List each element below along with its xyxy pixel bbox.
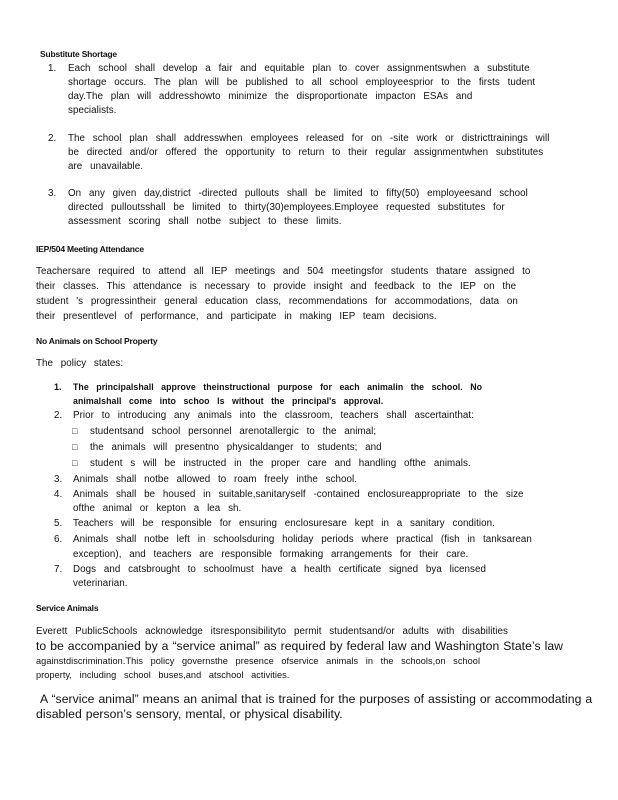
bullet-item: the animals will presentno physicaldanger to students; and [90, 442, 382, 453]
list-number: 2. [54, 410, 63, 421]
list-item-line: On any given day,district -directed pullouts shall be limited to fifty(50) employeesand school [68, 188, 528, 199]
list-item-line: shortage occurs. The plan will be published to all school employeesprior to the firsts tudent [68, 77, 536, 88]
list-item-line: Animals shall notbe left in schoolsduring holiday periods where practical (fish in tanksarean [73, 534, 532, 545]
paragraph-line: property, including school buses,and atschool activities. [36, 670, 290, 680]
list-number: 5. [54, 518, 63, 529]
list-item-line: Animals shall be housed in suitable,sanitaryself -contained enclosureappropriate to the size [73, 489, 524, 500]
bullet-item: studentsand school personnel arenotallergic to the animal; [90, 426, 377, 437]
list-item-line: ofthe animal or kepton a lea sh. [73, 503, 242, 514]
service-animal-definition: disabled person’s sensory, mental, or physical disability. [36, 707, 343, 721]
list-item-line: assessment scoring shall notbe subject to these limits. [68, 216, 342, 227]
bullet-item: student s will be instructed in the proper care and handling ofthe animals. [90, 458, 471, 469]
paragraph-line: their presentlevel of performance, and participate in making IEP team decisions. [36, 311, 437, 322]
list-number: 3. [54, 474, 63, 485]
list-item-line: The school plan shall addresswhen employees released for on -site work or districttrainings will [68, 133, 550, 144]
policy-intro: The policy states: [36, 358, 124, 369]
service-animal-definition: A “service animal” means an animal that is trained for the purposes of assisting or accommodating a [40, 692, 593, 706]
list-item-line: veterinarian. [73, 578, 128, 589]
paragraph-line: their classes. This attendance is necessary to provide insight and feedback to the IEP on the [36, 281, 517, 292]
checkbox-bullet-icon: □ [72, 426, 78, 436]
service-animals-heading: Service Animals [36, 603, 99, 613]
paragraph-line: Everett PublicSchools acknowledge itsresponsibilityto permit studentsand/or adults with disabilities [36, 626, 508, 637]
iep-meeting-heading: IEP/504 Meeting Attendance [36, 244, 144, 254]
list-item-line: animalshall come into schoo ls without the principal's approval. [73, 396, 384, 406]
list-number: 6. [54, 534, 63, 545]
list-item-line: exception), and teachers are responsible formaking arrangements for their care. [73, 549, 469, 560]
paragraph-line: to be accompanied by a “service animal” as required by federal law and Washington State’s law [36, 639, 564, 653]
list-number: 1. [48, 63, 57, 74]
list-item-line: day.The plan will addresshowto minimize the disproportionate impacton ESAs and [68, 91, 473, 102]
list-item-line: Teachers will be responsible for ensuring enclosuresare kept in a sanitary condition. [73, 518, 495, 529]
list-item-line: Prior to introducing any animals into the classroom, teachers shall ascertainthat: [73, 410, 474, 421]
list-item-line: directed pulloutsshall be limited to thirty(30)employees.Employee requested substitutes for [68, 202, 505, 213]
list-item-line: are unavailable. [68, 161, 143, 172]
paragraph-line: student 's progressintheir general education class, recommendations for accommodations, data on [36, 296, 518, 307]
list-item-line: Animals shall notbe allowed to roam freely inthe school. [73, 474, 358, 485]
list-number: 2. [48, 133, 57, 144]
list-item-line: Each school shall develop a fair and equitable plan to cover assignmentswhen a substitute [68, 63, 530, 74]
substitute-shortage-heading: Substitute Shortage [40, 49, 117, 59]
paragraph-line: againstdiscrimination.This policy governsthe presence ofservice animals in the schools,on school [36, 656, 481, 666]
list-item-line: be directed and/or offered the opportunity to return to their regular assignmentwhen substitutes [68, 147, 544, 158]
checkbox-bullet-icon: □ [72, 458, 78, 468]
list-number: 4. [54, 489, 63, 500]
list-item-line: The principalshall approve theinstructional purpose for each animalin the school. No [73, 382, 483, 392]
list-number: 3. [48, 188, 57, 199]
paragraph-line: Teachersare required to attend all IEP meetings and 504 meetingsfor students thatare assigned to [36, 266, 531, 277]
list-item-line: specialists. [68, 105, 117, 116]
list-number: 7. [54, 564, 63, 575]
checkbox-bullet-icon: □ [72, 442, 78, 452]
list-item-line: Dogs and catsbrought to schoolmust have a health certificate signed bya licensed [73, 564, 486, 575]
no-animals-heading: No Animals on School Property [36, 336, 158, 346]
list-number: 1. [54, 382, 62, 392]
